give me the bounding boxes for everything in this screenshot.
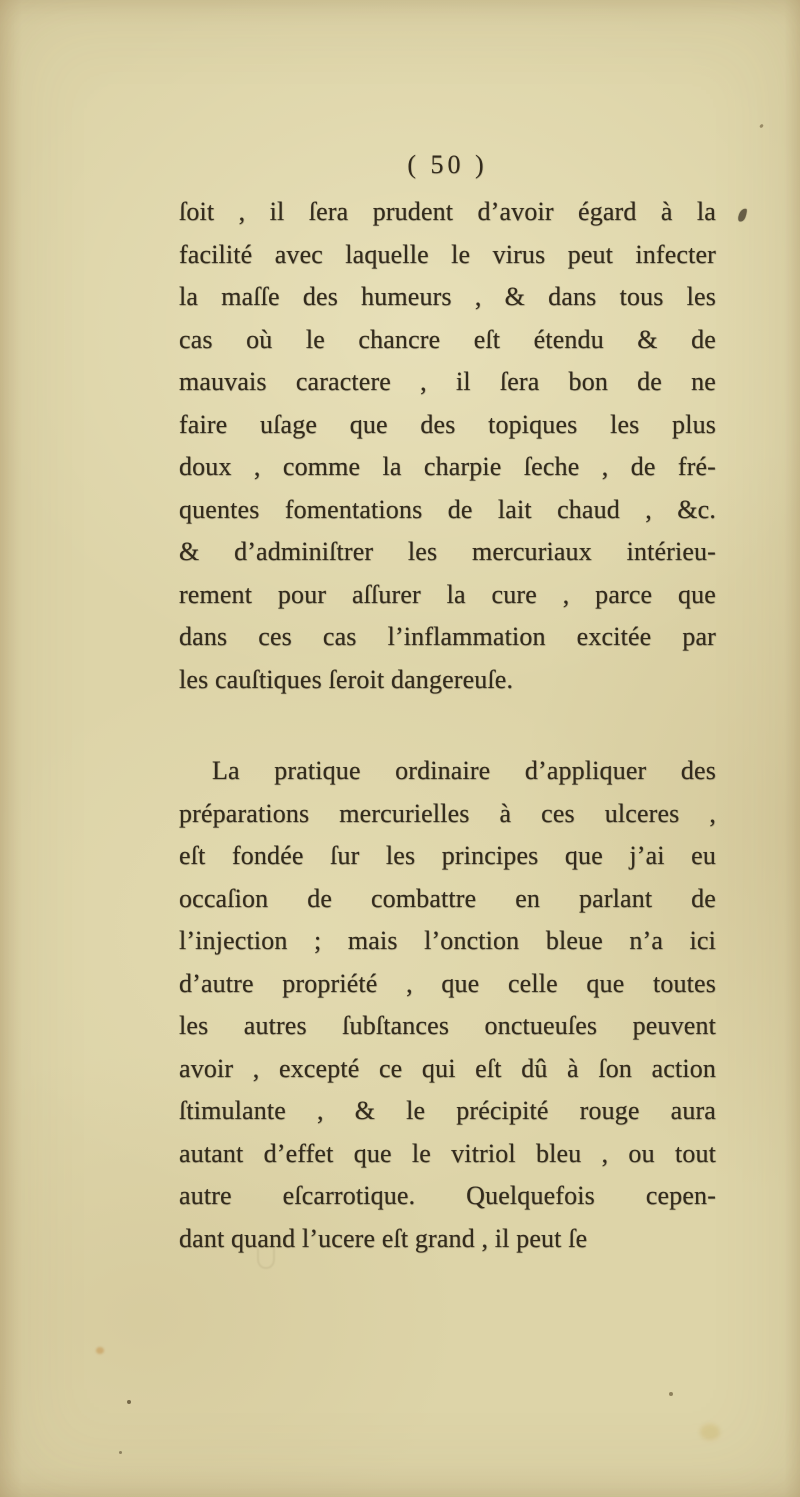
text-line: l’injection ; mais l’onction bleue n’a ici — [179, 926, 716, 955]
text-line: rement pour aſſurer la cure , parce que — [179, 579, 716, 609]
paper-speck — [119, 1451, 122, 1454]
text-line: la maſſe des humeurs , & dans tous les — [179, 282, 716, 311]
text-line: quentes fomentations de lait chaud , &c. — [179, 494, 716, 524]
text-line: & d’adminiſtrer les mercuriaux intérieu- — [179, 537, 716, 566]
page-number: ( 50 ) — [407, 150, 488, 179]
paragraph-1 — [179, 191, 716, 701]
text-line: dans ces cas l’inflammation excitée par — [179, 622, 716, 651]
paragraph-2 — [179, 750, 716, 1260]
text-line: cas où le chancre eſt étendu & de — [179, 324, 716, 354]
paper-speck — [759, 124, 764, 129]
text-line: préparations mercurielles à ces ulceres , — [179, 798, 716, 828]
text-line: d’autre propriété , que celle que toutes — [179, 968, 716, 998]
paper-stain — [96, 1347, 104, 1354]
text-line: eſt fondée ſur les principes que j’ai eu — [179, 841, 716, 870]
body-text — [179, 191, 716, 1260]
paper-speck — [127, 1400, 131, 1404]
paper-speck — [669, 1392, 673, 1396]
text-line: autant d’effet que le vitriol bleu , ou tout — [179, 1138, 716, 1168]
text-line: ſoit , il ſera prudent d’avoir égard à la — [179, 197, 716, 226]
text-line: les cauſtiques ſeroit dangereuſe. — [179, 664, 514, 694]
text-line: faire uſage que des topiques les plus — [179, 409, 716, 439]
text-line: dant quand l’ucere eſt grand , il peut ſe — [179, 1223, 588, 1253]
text-line: doux , comme la charpie ſeche , de fré- — [179, 452, 716, 481]
text-line: mauvais caractere , il ſera bon de ne — [179, 367, 716, 396]
text-line: occaſion de combattre en parlant de — [179, 883, 716, 913]
text-line: facilité avec laquelle le virus peut infecter — [179, 239, 716, 269]
ink-smudge — [737, 207, 748, 223]
text-line: les autres ſubſtances onctueuſes peuvent — [179, 1011, 716, 1040]
text-line: autre eſcarrotique. Quelquefois cepen- — [179, 1181, 716, 1210]
paper-stain — [700, 1424, 720, 1440]
text-line: ſtimulante , & le précipité rouge aura — [179, 1096, 716, 1125]
text-line: La pratique ordinaire d’appliquer des — [212, 756, 716, 785]
text-line: avoir , excepté ce qui eſt dû à ſon action — [179, 1053, 716, 1083]
